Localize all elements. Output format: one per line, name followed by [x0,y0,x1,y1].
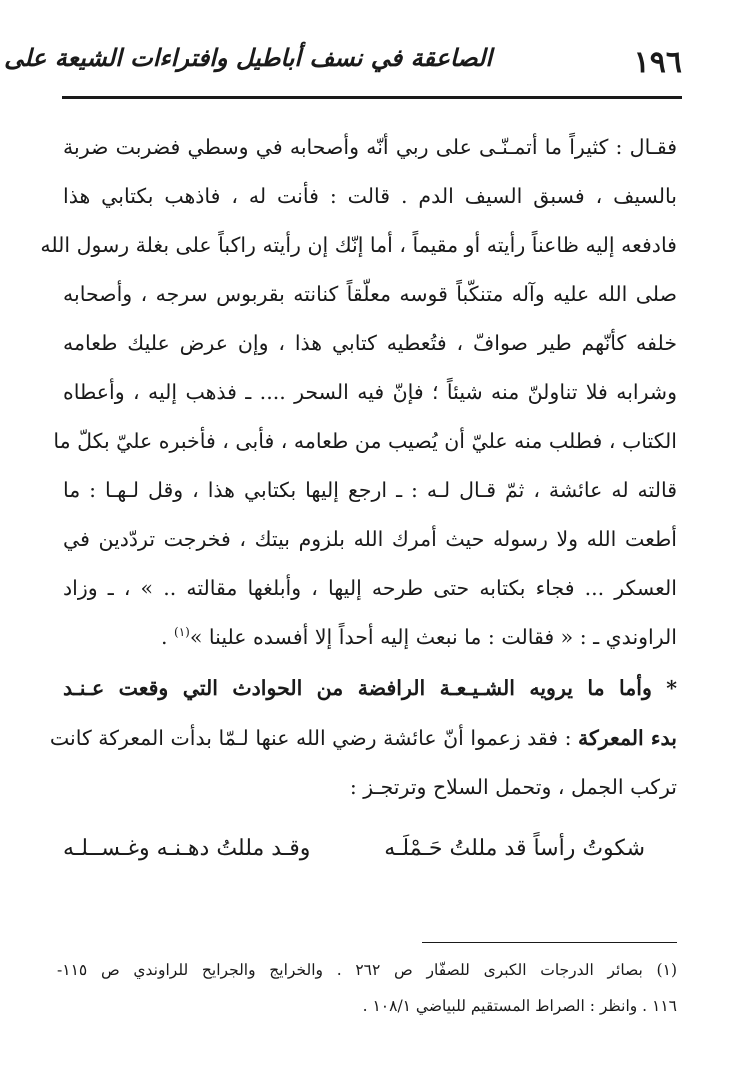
section-line [49,723,677,753]
body-line: صلى الله عليه وآله متنكّباً قوسه معلّقاً كنانته بقربوس سرجه ، وأصحابه [63,282,677,306]
body-line: فادفعه إليه ظاعناً رأيته أو مقيماً ، أما إنّك إن رأيته راكباً على بغلة رسول الله [40,233,677,257]
section-text: : فقد زعموا أنّ عائشة رضي الله عنها لـمّا بدأت المعركة كانت [49,726,578,750]
quote-tail: . [160,625,175,649]
footnote-reference: (١) [174,625,190,640]
body-line: بالسيف ، فسبق السيف الدم . قالت : فأنت له ، فاذهب بكتابي هذا [63,184,677,208]
page-number: ١٩٦ [633,45,682,80]
body-line: أطعت الله ولا رسوله حيث أمرك الله بلزوم بيتك ، فخرجت تردّدين في [63,527,677,551]
footnote-line: ١١٦ . وانظر : الصراط المستقيم للبياضي ١٠٨/١ . [362,997,677,1015]
body-line: فقـال : كثيراً ما أتمـنّـى على ربي أنّه وأصحابه في وسطي فضربت ضربة [63,135,677,159]
footnote-line: (١) بصائر الدرجات الكبرى للصفّار ص ٢٦٢ . والخرايج والجرايح للراوندي ص ١١٥- [57,961,677,979]
poetry-verse [63,832,677,866]
header-rule [62,96,682,99]
body-line: الكتاب ، فطلب منه عليّ أن يُصيب من طعامه ، فأبى ، فأخبره عليّ بكلّ ما [53,429,677,453]
footnote-rule [422,942,677,943]
section-heading: * وأما ما يرويه الشـيـعـة الرافضة من الحوادث التي وقعت عـنـد [63,676,677,700]
body-line: قالته له عائشة ، ثمّ قـال لـه : ـ ارجع إليها بكتابي هذا ، وقل لـهـا : ما [63,478,677,502]
body-line: خلفه كأنّهم طير صوافّ ، فتُعطيه كتابي هذا ، وإن عرض عليك طعامه [63,331,677,355]
section-line: تركب الجمل ، وتحمل السلاح وترتجـز : [349,775,677,799]
quote-end-line [63,622,677,652]
quote-text: الراوندي ـ : « فقالت : ما نبعث إليه أحداً إلا أفسده علينا » [189,625,677,649]
verse-first-hemistich: شكوتُ رأساً قد مللتُ حَـمْلَـه [384,836,645,861]
running-title: الصاعقة في نسف أباطيل وافتراءات الشيعة على [4,43,492,72]
body-line: العسكر ... فجاء بكتابه حتى طرحه إليها ، وأبلغها مقالته .. » ، ـ وزاد [63,576,677,600]
verse-second-hemistich: وقـد مللتُ دهـنـه وغـســلـه [63,836,311,861]
section-heading-start: بدء المعركة [578,726,677,750]
body-line: وشرابه فلا تناولنّ منه شيئاً ؛ فإنّ فيه السحر .... ـ فذهب إليه ، وأعطاه [63,380,677,404]
page-header [4,38,682,90]
